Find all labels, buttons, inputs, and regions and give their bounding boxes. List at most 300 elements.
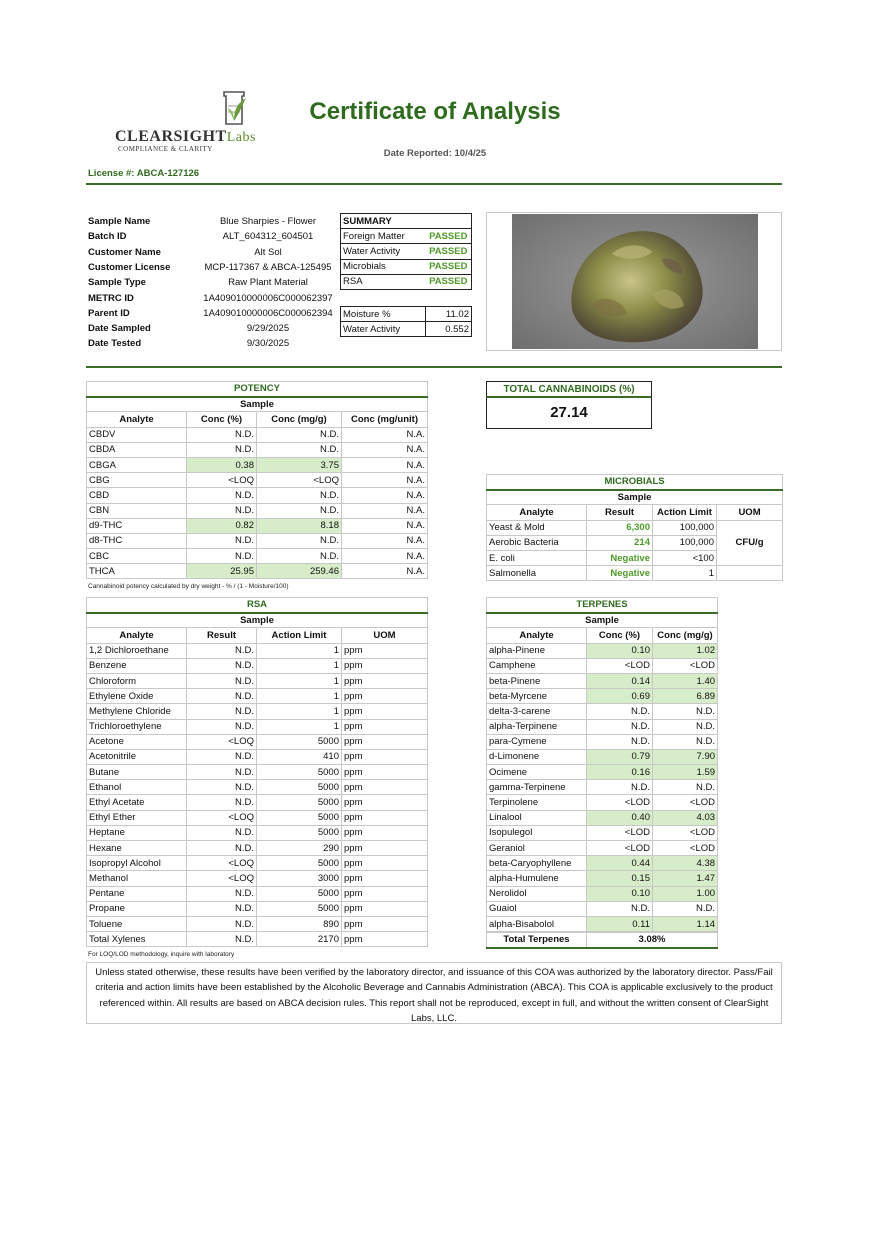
sample-info-row	[88, 214, 343, 229]
summary-title: SUMMARY	[341, 214, 472, 229]
value-cell: N.A.	[342, 503, 428, 518]
sample-info-label: Date Tested	[88, 338, 142, 350]
sample-info-value: Alt Sol	[254, 246, 282, 258]
limit-cell: 890	[257, 916, 342, 931]
value-cell: 0.40	[587, 810, 653, 825]
limit-cell: 5000	[257, 780, 342, 795]
limit-cell: 5000	[257, 825, 342, 840]
sample-info-value: Raw Plant Material	[228, 277, 308, 289]
rsa-subtitle: Sample	[87, 613, 428, 628]
limit-cell: 1	[257, 719, 342, 734]
limit-cell: 3000	[257, 871, 342, 886]
uom-cell: ppm	[342, 689, 428, 704]
column-header: Result	[187, 628, 257, 643]
value-cell: N.D.	[587, 719, 653, 734]
summary-table	[340, 213, 472, 290]
sample-info-value: ALT_604312_604501	[222, 231, 314, 243]
limit-cell: 2170	[257, 932, 342, 947]
analyte-cell: CBDA	[87, 442, 187, 457]
analyte-cell: Camphene	[487, 658, 587, 673]
summary-test: RSA	[341, 274, 426, 289]
table-row	[487, 673, 718, 688]
uom-cell: ppm	[342, 673, 428, 688]
sample-info-value: 9/29/2025	[246, 323, 290, 335]
table-row	[487, 520, 783, 535]
table-row	[87, 719, 428, 734]
analyte-cell: Trichloroethylene	[87, 719, 187, 734]
limit-cell: 1	[257, 643, 342, 658]
measure-label: Water Activity	[341, 322, 426, 337]
table-row	[487, 901, 718, 916]
result-cell: N.D.	[187, 901, 257, 916]
summary-row	[341, 274, 472, 289]
analyte-cell: Propane	[87, 901, 187, 916]
column-header: Analyte	[487, 628, 587, 643]
value-cell: N.D.	[257, 427, 342, 442]
value-cell: N.D.	[257, 488, 342, 503]
sample-info-row	[88, 306, 343, 321]
summary-row	[341, 229, 472, 244]
value-cell: N.D.	[187, 427, 257, 442]
limit-cell: 5000	[257, 856, 342, 871]
summary-test: Microbials	[341, 259, 426, 274]
value-cell: 0.69	[587, 689, 653, 704]
total-terpenes-label: Total Terpenes	[487, 933, 587, 948]
rsa-title: RSA	[87, 598, 428, 613]
uom-cell: ppm	[342, 795, 428, 810]
moisture-table	[340, 306, 472, 337]
analyte-cell: Methanol	[87, 871, 187, 886]
value-cell: 0.82	[187, 518, 257, 533]
table-row	[87, 856, 428, 871]
analyte-cell: Pentane	[87, 886, 187, 901]
table-row	[87, 689, 428, 704]
sample-info-label: Date Sampled	[88, 323, 151, 335]
sample-info-label: Customer License	[88, 261, 171, 273]
analyte-cell: Salmonella	[487, 566, 587, 581]
uom-cell: ppm	[342, 704, 428, 719]
uom-cell: ppm	[342, 765, 428, 780]
column-header: Conc (mg/unit)	[342, 412, 428, 427]
table-row	[87, 643, 428, 658]
result-cell: N.D.	[187, 886, 257, 901]
value-cell: 0.15	[587, 871, 653, 886]
analyte-cell: Ethyl Acetate	[87, 795, 187, 810]
analyte-cell: 1,2 Dichloroethane	[87, 643, 187, 658]
disclaimer: Unless stated otherwise, these results have been verified by the laboratory director, and issuance of this COA was authorized by the laboratory director. Pass/Fail criteria and action limits have been established by the Alcoholic Beverage and Cannabis Administration (ABCA). This COA is applicable exclusively to the product referenced within. All results are based on ABCA decision rules. This report shall not be reproduced, except in full, and without the written consent of ClearSight Labs, LLC.	[86, 962, 782, 1024]
analyte-cell: Isopropyl Alcohol	[87, 856, 187, 871]
flower-image	[512, 214, 758, 349]
uom-cell: ppm	[342, 825, 428, 840]
result-cell: Negative	[587, 566, 653, 581]
value-cell: <LOD	[587, 841, 653, 856]
potency-subtitle: Sample	[87, 397, 428, 412]
result-cell: N.D.	[187, 689, 257, 704]
table-row	[87, 518, 428, 533]
measure-row	[341, 307, 472, 322]
clearsight-logo	[112, 88, 262, 154]
summary-status: PASSED	[426, 259, 472, 274]
analyte-cell: THCA	[87, 564, 187, 579]
sample-info-label: METRC ID	[88, 292, 134, 304]
sample-info-label: Sample Name	[88, 216, 151, 227]
sample-info-label: Parent ID	[88, 307, 130, 319]
value-cell: <LOD	[653, 841, 718, 856]
summary-test: Foreign Matter	[341, 229, 426, 244]
analyte-cell: Guaiol	[487, 901, 587, 916]
table-row	[87, 795, 428, 810]
total-terpenes-value: 3.08%	[587, 933, 718, 948]
value-cell: N.A.	[342, 533, 428, 548]
value-cell: N.D.	[187, 533, 257, 548]
limit-cell: 5000	[257, 810, 342, 825]
value-cell: 7.90	[653, 749, 718, 764]
column-header: Conc (mg/g)	[257, 412, 342, 427]
summary-status: PASSED	[426, 229, 472, 244]
table-row	[87, 658, 428, 673]
summary-row	[341, 244, 472, 259]
result-cell: N.D.	[187, 765, 257, 780]
value-cell: 1.59	[653, 765, 718, 780]
analyte-cell: E. coli	[487, 550, 587, 565]
analyte-cell: Geraniol	[487, 841, 587, 856]
column-header: Conc (%)	[187, 412, 257, 427]
table-row	[487, 749, 718, 764]
summary-row	[341, 259, 472, 274]
limit-cell: 1	[257, 673, 342, 688]
total-terpenes	[486, 932, 718, 949]
value-cell: N.D.	[587, 704, 653, 719]
value-cell: <LOD	[587, 795, 653, 810]
analyte-cell: d8-THC	[87, 533, 187, 548]
value-cell: 0.10	[587, 643, 653, 658]
sample-info-value: Blue Sharpies - Flower	[219, 216, 317, 227]
table-row	[87, 886, 428, 901]
value-cell: 1.14	[653, 916, 718, 931]
analyte-cell: Ethanol	[87, 780, 187, 795]
rsa-note: For LOQ/LOD methodology, inquire with laboratory	[88, 951, 235, 958]
analyte-cell: delta-3-carene	[487, 704, 587, 719]
limit-cell: 1	[257, 689, 342, 704]
sample-info-label: Sample Type	[88, 277, 146, 289]
sample-photo	[512, 214, 758, 349]
sample-info-row	[88, 229, 343, 244]
table-row	[87, 503, 428, 518]
analyte-cell: gamma-Terpinene	[487, 780, 587, 795]
value-cell: 0.14	[587, 673, 653, 688]
table-row	[487, 916, 718, 931]
analyte-cell: Acetone	[87, 734, 187, 749]
table-row	[87, 780, 428, 795]
table-row	[487, 795, 718, 810]
column-header: Conc (mg/g)	[653, 628, 718, 643]
result-cell: <LOQ	[187, 871, 257, 886]
table-row	[87, 765, 428, 780]
analyte-cell: Hexane	[87, 841, 187, 856]
sample-info-value: MCP-117367 & ABCA-125495	[204, 261, 332, 273]
total-cannabinoids-value: 27.14	[486, 398, 652, 429]
value-cell: 1.02	[653, 643, 718, 658]
result-cell: N.D.	[187, 780, 257, 795]
analyte-cell: Aerobic Bacteria	[487, 535, 587, 550]
measure-row	[341, 322, 472, 337]
table-row	[487, 643, 718, 658]
limit-cell: 410	[257, 749, 342, 764]
table-row	[487, 825, 718, 840]
summary-status: PASSED	[426, 274, 472, 289]
value-cell: 25.95	[187, 564, 257, 579]
sample-info-row	[88, 291, 343, 306]
value-cell: N.D.	[187, 442, 257, 457]
uom-cell: ppm	[342, 734, 428, 749]
uom-cell: ppm	[342, 658, 428, 673]
analyte-cell: CBD	[87, 488, 187, 503]
table-row	[87, 549, 428, 564]
value-cell: <LOD	[653, 658, 718, 673]
result-cell: 214	[587, 535, 653, 550]
divider	[86, 366, 782, 368]
uom-cell	[717, 566, 783, 581]
analyte-cell: Total Xylenes	[87, 932, 187, 947]
value-cell: N.D.	[587, 901, 653, 916]
sample-info-row	[88, 245, 343, 260]
rsa-table	[86, 597, 428, 947]
table-row	[87, 442, 428, 457]
value-cell: <LOD	[587, 658, 653, 673]
result-cell: N.D.	[187, 825, 257, 840]
logo-wordmark: CLEARSIGHTLabs	[115, 128, 256, 145]
uom-cell: ppm	[342, 871, 428, 886]
result-cell: 6,300	[587, 520, 653, 535]
analyte-cell: CBGA	[87, 457, 187, 472]
table-header-row	[487, 505, 783, 520]
value-cell: <LOD	[653, 795, 718, 810]
table-row	[87, 932, 428, 947]
analyte-cell: d-Limonene	[487, 749, 587, 764]
analyte-cell: Yeast & Mold	[487, 520, 587, 535]
sample-info-value: 1A409010000006C000062394	[203, 307, 333, 319]
analyte-cell: Ethyl Ether	[87, 810, 187, 825]
table-row	[487, 780, 718, 795]
analyte-cell: beta-Caryophyllene	[487, 856, 587, 871]
value-cell: N.A.	[342, 488, 428, 503]
value-cell: N.D.	[587, 734, 653, 749]
uom-cell: ppm	[342, 810, 428, 825]
microbials-subtitle: Sample	[487, 490, 783, 505]
table-header-row	[487, 628, 718, 643]
analyte-cell: para-Cymene	[487, 734, 587, 749]
table-row	[487, 856, 718, 871]
table-row	[87, 564, 428, 579]
table-row	[87, 427, 428, 442]
result-cell: N.D.	[187, 932, 257, 947]
sample-info-value: 1A409010000006C000062397	[203, 292, 333, 304]
sample-info-label: Batch ID	[88, 231, 127, 243]
potency-note: Cannabinoid potency calculated by dry weight - % / (1 - Moisture/100)	[88, 583, 289, 590]
table-row	[87, 871, 428, 886]
value-cell: N.D.	[257, 503, 342, 518]
table-row	[87, 749, 428, 764]
table-row	[487, 689, 718, 704]
license-number: License #: ABCA-127126	[88, 168, 200, 179]
column-header: Action Limit	[257, 628, 342, 643]
result-cell: N.D.	[187, 795, 257, 810]
uom-cell: ppm	[342, 749, 428, 764]
value-cell: N.A.	[342, 457, 428, 472]
limit-cell: 5000	[257, 901, 342, 916]
result-cell: N.D.	[187, 719, 257, 734]
table-row	[487, 841, 718, 856]
value-cell: 6.89	[653, 689, 718, 704]
value-cell: N.D.	[587, 780, 653, 795]
result-cell: N.D.	[187, 658, 257, 673]
analyte-cell: beta-Pinene	[487, 673, 587, 688]
sample-info-row	[88, 260, 343, 275]
analyte-cell: Nerolidol	[487, 886, 587, 901]
uom-cell: ppm	[342, 901, 428, 916]
value-cell: 4.03	[653, 810, 718, 825]
value-cell: 4.38	[653, 856, 718, 871]
value-cell: N.A.	[342, 549, 428, 564]
uom-cell: ppm	[342, 841, 428, 856]
value-cell: N.D.	[653, 719, 718, 734]
microbials-title: MICROBIALS	[487, 475, 783, 490]
table-row	[487, 566, 783, 581]
analyte-cell: alpha-Bisabolol	[487, 916, 587, 931]
total-cannabinoids	[486, 381, 652, 429]
value-cell: N.D.	[257, 533, 342, 548]
table-row	[487, 871, 718, 886]
analyte-cell: Butane	[87, 765, 187, 780]
result-cell: Negative	[587, 550, 653, 565]
summary-test: Water Activity	[341, 244, 426, 259]
value-cell: N.A.	[342, 442, 428, 457]
uom-cell: ppm	[342, 932, 428, 947]
limit-cell: 5000	[257, 765, 342, 780]
value-cell: N.D.	[653, 780, 718, 795]
analyte-cell: Ethylene Oxide	[87, 689, 187, 704]
sample-info-row	[88, 336, 343, 351]
value-cell: 0.44	[587, 856, 653, 871]
uom-cell: CFU/g	[717, 520, 783, 566]
analyte-cell: Heptane	[87, 825, 187, 840]
potency-title: POTENCY	[87, 382, 428, 397]
value-cell: N.D.	[653, 704, 718, 719]
beaker-plant-icon	[216, 88, 256, 128]
limit-cell: 1	[257, 704, 342, 719]
column-header: Result	[587, 505, 653, 520]
table-header-row	[87, 412, 428, 427]
value-cell: N.A.	[342, 473, 428, 488]
uom-cell: ppm	[342, 916, 428, 931]
result-cell: <LOQ	[187, 734, 257, 749]
column-header: UOM	[342, 628, 428, 643]
limit-cell: 5000	[257, 795, 342, 810]
table-row	[87, 916, 428, 931]
value-cell: <LOD	[587, 825, 653, 840]
value-cell: <LOQ	[257, 473, 342, 488]
value-cell: N.A.	[342, 564, 428, 579]
column-header: UOM	[717, 505, 783, 520]
result-cell: N.D.	[187, 704, 257, 719]
result-cell: N.D.	[187, 749, 257, 764]
table-row	[87, 488, 428, 503]
table-row	[487, 765, 718, 780]
terpenes-subtitle: Sample	[487, 613, 718, 628]
value-cell: 259.46	[257, 564, 342, 579]
measure-value: 0.552	[426, 322, 472, 337]
uom-cell: ppm	[342, 643, 428, 658]
analyte-cell: Linalool	[487, 810, 587, 825]
table-row	[87, 734, 428, 749]
value-cell: N.A.	[342, 427, 428, 442]
value-cell: 1.40	[653, 673, 718, 688]
result-cell: N.D.	[187, 673, 257, 688]
analyte-cell: Acetonitrile	[87, 749, 187, 764]
summary-status: PASSED	[426, 244, 472, 259]
analyte-cell: beta-Myrcene	[487, 689, 587, 704]
value-cell: <LOD	[653, 825, 718, 840]
terpenes-title: TERPENES	[487, 598, 718, 613]
table-header-row	[87, 628, 428, 643]
microbials-table	[486, 474, 783, 581]
analyte-cell: d9-THC	[87, 518, 187, 533]
result-cell: <LOQ	[187, 810, 257, 825]
value-cell: 0.11	[587, 916, 653, 931]
table-row	[87, 473, 428, 488]
value-cell: 0.10	[587, 886, 653, 901]
value-cell: 0.79	[587, 749, 653, 764]
result-cell: N.D.	[187, 916, 257, 931]
analyte-cell: Methylene Chloride	[87, 704, 187, 719]
analyte-cell: Terpinolene	[487, 795, 587, 810]
value-cell: N.D.	[653, 901, 718, 916]
sample-info-row	[88, 275, 343, 290]
analyte-cell: CBG	[87, 473, 187, 488]
measure-value: 11.02	[426, 307, 472, 322]
limit-cell: <100	[653, 550, 717, 565]
limit-cell: 100,000	[653, 535, 717, 550]
potency-table	[86, 381, 428, 579]
analyte-cell: alpha-Humulene	[487, 871, 587, 886]
date-reported: Date Reported: 10/4/25	[383, 148, 487, 159]
limit-cell: 1	[653, 566, 717, 581]
value-cell: 3.75	[257, 457, 342, 472]
value-cell: 8.18	[257, 518, 342, 533]
value-cell: <LOQ	[187, 473, 257, 488]
analyte-cell: Benzene	[87, 658, 187, 673]
analyte-cell: Chloroform	[87, 673, 187, 688]
analyte-cell: Ocimene	[487, 765, 587, 780]
table-row	[87, 533, 428, 548]
analyte-cell: CBC	[87, 549, 187, 564]
analyte-cell: alpha-Terpinene	[487, 719, 587, 734]
table-row	[87, 825, 428, 840]
result-cell: N.D.	[187, 643, 257, 658]
analyte-cell: Isopulegol	[487, 825, 587, 840]
uom-cell: ppm	[342, 719, 428, 734]
table-row	[87, 673, 428, 688]
value-cell: N.D.	[187, 549, 257, 564]
table-row	[487, 810, 718, 825]
column-header: Action Limit	[653, 505, 717, 520]
column-header: Conc (%)	[587, 628, 653, 643]
logo-tagline: COMPLIANCE & CLARITY	[118, 145, 213, 153]
table-row	[87, 704, 428, 719]
uom-cell: ppm	[342, 856, 428, 871]
measure-label: Moisture %	[341, 307, 426, 322]
column-header: Analyte	[487, 505, 587, 520]
